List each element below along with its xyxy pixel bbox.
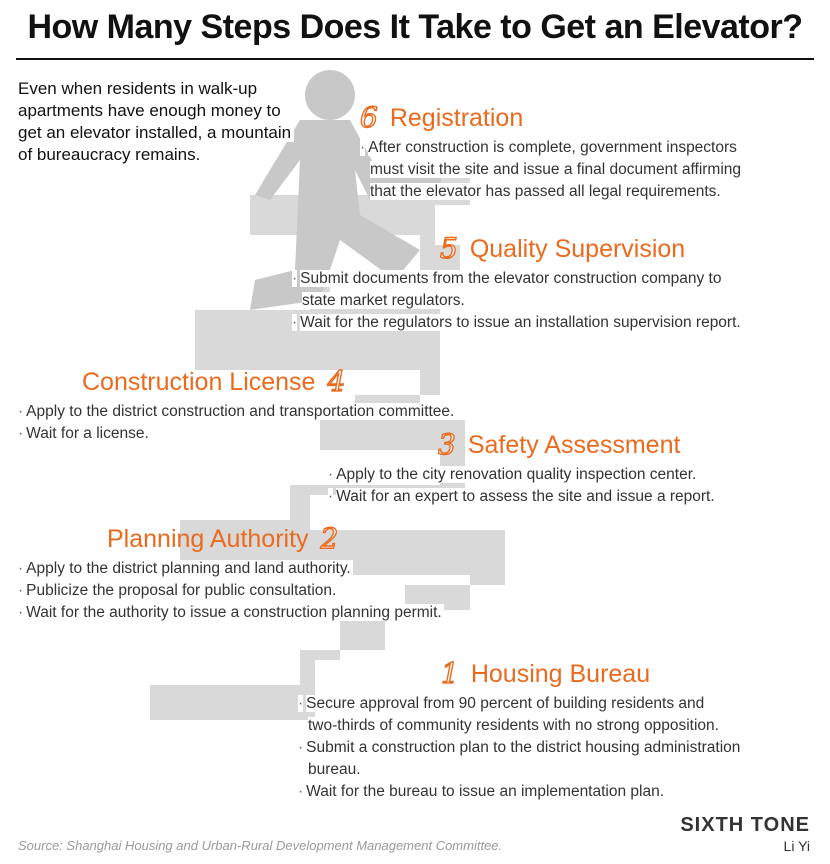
step-label: Construction License <box>82 368 316 396</box>
step-1 <box>298 659 742 803</box>
step-label: Housing Bureau <box>470 660 651 688</box>
step-label: Planning Authority <box>107 525 309 553</box>
step-3-heading <box>328 430 717 460</box>
step-5-bullets <box>292 268 743 334</box>
step-2-bullets <box>18 558 444 624</box>
bullet-item: · Submit a construction plan to the district housing administration <box>298 739 741 756</box>
bullet-item-continued: state market regulators. <box>302 292 465 309</box>
bullet-item: · Apply to the district planning and land authority. <box>18 560 351 577</box>
bullet-item: · Apply to the city renovation quality inspection center. <box>328 466 697 483</box>
step-number: 1 <box>441 657 459 690</box>
step-label: Registration <box>389 104 524 132</box>
page-title: How Many Steps Does It Take to Get an Elevator? <box>27 8 803 46</box>
step-6 <box>360 103 743 203</box>
bullet-item-continued: bureau. <box>308 761 361 778</box>
bullet-item: · Wait for the regulators to issue an installation supervision report. <box>292 314 741 331</box>
step-number: 6 <box>360 101 378 134</box>
step-2 <box>18 524 444 624</box>
bullet-item-continued: must visit the site and issue a final document affirming <box>370 161 742 178</box>
bullet-item: · Apply to the district construction and transportation committee. <box>18 403 455 420</box>
source-credit: Source: Shanghai Housing and Urban-Rural Development Management Committee. <box>18 838 503 853</box>
step-number: 3 <box>438 428 456 461</box>
step-number: 4 <box>327 365 346 398</box>
step-4-heading <box>18 367 456 397</box>
step-5-heading <box>292 234 743 264</box>
author-credit: Li Yi <box>783 838 810 854</box>
bullet-item: · Wait for the bureau to issue an implementation plan. <box>298 783 665 800</box>
step-5 <box>292 234 743 334</box>
step-1-bullets <box>298 693 742 803</box>
step-3-bullets <box>328 464 717 508</box>
step-2-heading <box>18 524 444 554</box>
bullet-item-continued: two-thirds of community residents with no strong opposition. <box>308 717 719 734</box>
bullet-item: · Wait for an expert to assess the site and issue a report. <box>328 488 715 505</box>
step-number: 2 <box>320 522 339 555</box>
bullet-item-continued: that the elevator has passed all legal requirements. <box>370 183 721 200</box>
brand-logo: SIXTH TONE <box>680 814 810 836</box>
bullet-item: · Wait for a license. <box>18 425 149 442</box>
bullet-item: · Publicize the proposal for public consultation. <box>18 582 337 599</box>
intro-text: Even when residents in walk-up apartments have enough money to get an elevator installed, a mountain of bureaucracy remains. <box>18 78 308 166</box>
step-6-heading <box>360 103 743 133</box>
step-label: Quality Supervision <box>469 235 686 263</box>
step-3 <box>328 430 717 508</box>
step-label: Safety Assessment <box>467 431 681 459</box>
step-6-bullets <box>360 137 743 203</box>
bullet-item: · Wait for the authority to issue a construction planning permit. <box>18 604 442 621</box>
bullet-item: · Submit documents from the elevator construction company to <box>292 270 722 287</box>
bullet-item: · After construction is complete, government inspectors <box>360 139 737 156</box>
step-number: 5 <box>440 232 458 265</box>
step-1-heading <box>298 659 742 689</box>
bullet-item: · Secure approval from 90 percent of building residents and <box>298 695 705 712</box>
